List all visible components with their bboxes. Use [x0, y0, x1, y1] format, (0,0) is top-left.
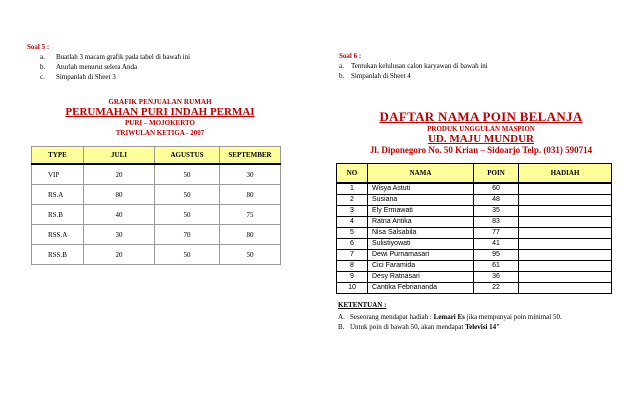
table-row	[337, 283, 612, 294]
sales-cell: 50	[220, 245, 281, 265]
soal5-title: Soal 5 :	[27, 43, 50, 51]
sales-col-header: AGUSTUS	[155, 147, 220, 165]
ketentuan-mark: B.	[338, 323, 345, 331]
poin-cell-nama: Cici Faramida	[368, 261, 474, 272]
sales-cell: 80	[220, 225, 281, 245]
poin-cell-hadiah	[519, 272, 612, 283]
soal6-title: Soal 6 :	[339, 52, 362, 60]
ketentuan-text-rest: jika mempunyai poin minimal 50.	[464, 313, 562, 321]
soal6-item	[339, 61, 488, 71]
poin-cell-nama: Dewi Purnamasari	[368, 250, 474, 261]
ketentuan-item-b	[338, 322, 562, 332]
sales-heading: GRAFIK PENJUALAN RUMAH	[108, 98, 212, 106]
sales-table	[31, 146, 281, 265]
poin-cell-no: 2	[337, 195, 368, 206]
poin-cell-hadiah	[519, 206, 612, 217]
sales-cell: 30	[220, 164, 281, 185]
soal5-item-mark: b.	[40, 63, 46, 71]
poin-cell-nama: Desy Ratnasari	[368, 272, 474, 283]
poin-cell-no: 8	[337, 261, 368, 272]
table-row	[337, 228, 612, 239]
poin-cell-poin: 77	[474, 228, 519, 239]
soal5-item	[40, 62, 190, 72]
table-row	[337, 195, 612, 206]
poin-cell-no: 7	[337, 250, 368, 261]
sales-col-header: SEPTEMBER	[220, 147, 281, 165]
poin-cell-nama: Cantika Febriananda	[368, 283, 474, 294]
table-row	[337, 239, 612, 250]
soal6-item-mark: b.	[339, 72, 345, 80]
poin-cell-poin: 41	[474, 239, 519, 250]
poin-header-row	[337, 164, 612, 184]
soal5-item-text: Simpanlah di Sheet 3	[56, 73, 116, 81]
table-row	[32, 225, 281, 245]
sales-cell: 80	[84, 185, 155, 205]
poin-cell-nama: Ely Ermawati	[368, 206, 474, 217]
soal5-item-mark: a.	[40, 53, 45, 61]
soal5-item	[40, 52, 190, 62]
table-row	[32, 205, 281, 225]
poin-title: DAFTAR NAMA POIN BELANJA	[379, 109, 583, 124]
sales-cell: 50	[155, 245, 220, 265]
sales-cell-type: RSS.B	[32, 245, 84, 265]
poin-cell-no: 6	[337, 239, 368, 250]
poin-col-header: NAMA	[368, 164, 474, 184]
poin-cell-hadiah	[519, 283, 612, 294]
soal6-item-text: Tentukan kelulusan calon karyawan di bawah ini	[351, 62, 488, 70]
soal6-list	[339, 61, 488, 81]
sales-cell-type: RS.B	[32, 205, 84, 225]
table-row	[337, 206, 612, 217]
poin-cell-hadiah	[519, 195, 612, 206]
poin-col-header: HADIAH	[519, 164, 612, 184]
poin-col-header: POIN	[474, 164, 519, 184]
poin-address: Jl. Diponegoro No. 50 Krian – Sidoarjo Telp. (031) 590714	[369, 145, 593, 155]
sales-cell: 50	[155, 164, 220, 185]
sales-subtitle: PURI – MOJOKERTO	[124, 119, 196, 127]
table-row	[32, 164, 281, 185]
table-row	[337, 217, 612, 228]
soal5-list	[40, 52, 190, 82]
table-row	[32, 185, 281, 205]
poin-cell-no: 10	[337, 283, 368, 294]
poin-cell-no: 4	[337, 217, 368, 228]
sales-col-header: JULI	[84, 147, 155, 165]
poin-cell-nama: Ratna Antika	[368, 217, 474, 228]
sales-cell: 75	[220, 205, 281, 225]
table-row	[337, 261, 612, 272]
poin-col-header: NO	[337, 164, 368, 184]
ketentuan-item-a	[338, 312, 562, 322]
sales-cell-type: VIP	[32, 164, 84, 185]
poin-cell-poin: 60	[474, 183, 519, 195]
soal5-item-text: Buatlah 3 macam grafik pada tabel di bawah ini	[56, 53, 191, 61]
sales-cell: 20	[84, 164, 155, 185]
soal5-item-text: Aturlah menurut selera Anda	[56, 63, 138, 71]
ketentuan-list	[338, 312, 562, 332]
soal6-item-mark: a.	[339, 62, 344, 70]
table-row	[337, 183, 612, 195]
sales-period: TRIWULAN KETIGA - 2007	[115, 129, 205, 137]
sales-cell: 80	[220, 185, 281, 205]
sales-cell: 70	[155, 225, 220, 245]
soal5-item	[40, 72, 190, 82]
poin-cell-hadiah	[519, 183, 612, 195]
poin-cell-poin: 83	[474, 217, 519, 228]
poin-cell-hadiah	[519, 217, 612, 228]
soal6-item-text: Simpanlah di Sheet 4	[351, 72, 411, 80]
table-row	[32, 245, 281, 265]
sales-header	[40, 98, 280, 137]
table-row	[337, 250, 612, 261]
ketentuan-title: KETENTUAN :	[338, 301, 387, 309]
poin-store: UD. MAJU MUNDUR	[427, 133, 534, 145]
poin-cell-poin: 61	[474, 261, 519, 272]
soal6-item	[339, 71, 488, 81]
poin-cell-no: 1	[337, 183, 368, 195]
poin-cell-poin: 48	[474, 195, 519, 206]
poin-table	[336, 163, 612, 294]
poin-cell-nama: Nisa Salsabila	[368, 228, 474, 239]
ketentuan-text: Seseorang mendapat hadiah :	[350, 313, 434, 321]
poin-cell-hadiah	[519, 261, 612, 272]
poin-subtitle: PRODUK UNGGULAN MASPION	[427, 125, 535, 133]
sales-header-row	[32, 147, 281, 165]
ketentuan-text: Untuk poin di bawah 50, akan mendapat	[350, 323, 466, 331]
poin-cell-hadiah	[519, 228, 612, 239]
ketentuan-bold: Lemari Es	[433, 313, 465, 321]
poin-cell-no: 9	[337, 272, 368, 283]
sales-col-header: TYPE	[32, 147, 84, 165]
ketentuan-mark: A.	[338, 313, 345, 321]
poin-cell-poin: 95	[474, 250, 519, 261]
poin-cell-poin: 22	[474, 283, 519, 294]
soal5-item-mark: c.	[40, 73, 45, 81]
poin-cell-no: 3	[337, 206, 368, 217]
sales-cell: 30	[84, 225, 155, 245]
sales-cell: 50	[155, 205, 220, 225]
sales-cell-type: RSS.A	[32, 225, 84, 245]
ketentuan-bold: Televisi 14"	[465, 323, 501, 331]
poin-cell-nama: Wisya Astuti	[368, 183, 474, 195]
poin-cell-nama: Susiana	[368, 195, 474, 206]
sales-cell-type: RS.A	[32, 185, 84, 205]
poin-cell-nama: Sulistiyowati	[368, 239, 474, 250]
poin-cell-hadiah	[519, 250, 612, 261]
sales-cell: 20	[84, 245, 155, 265]
poin-cell-no: 5	[337, 228, 368, 239]
sales-cell: 40	[84, 205, 155, 225]
poin-header	[336, 109, 626, 155]
poin-cell-poin: 35	[474, 206, 519, 217]
sales-title: PERUMAHAN PURI INDAH PERMAI	[65, 106, 255, 118]
table-row	[337, 272, 612, 283]
sales-cell: 50	[155, 185, 220, 205]
poin-cell-poin: 36	[474, 272, 519, 283]
poin-cell-hadiah	[519, 239, 612, 250]
